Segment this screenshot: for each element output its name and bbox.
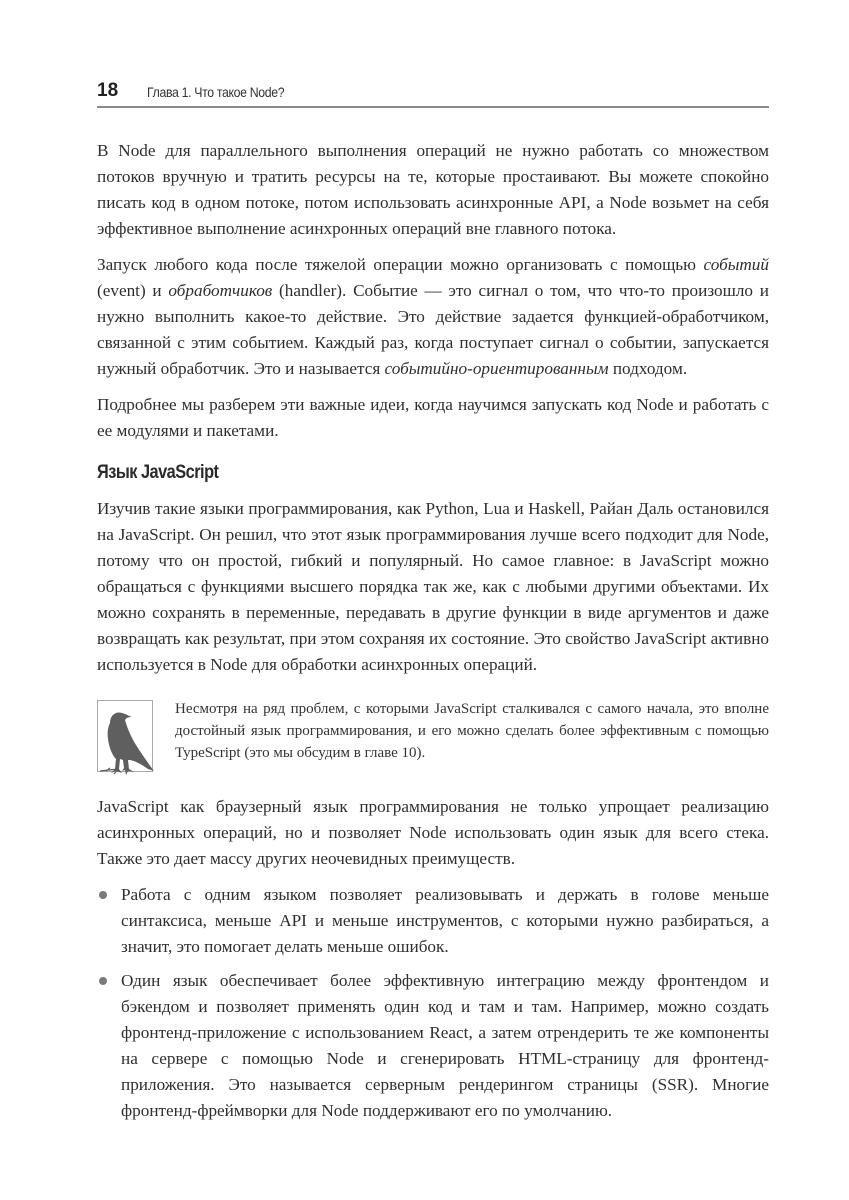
text-segment: Подробнее мы разберем эти важные идеи, когда научимся запускать код Node и работать с ее модулями и пакетами. bbox=[97, 395, 769, 440]
crow-icon bbox=[97, 700, 153, 772]
list-item bbox=[97, 882, 769, 960]
page-header bbox=[97, 74, 769, 108]
bullet-list bbox=[97, 882, 769, 1124]
bullet-icon bbox=[99, 977, 107, 985]
paragraph bbox=[97, 252, 769, 382]
page-body bbox=[97, 138, 769, 1132]
note-box bbox=[97, 698, 769, 772]
list-item bbox=[97, 968, 769, 1124]
note-text: Несмотря на ряд проблем, с которыми JavaScript сталкивался с самого начала, это вполне достойный язык программирования, и его можно сделать более эффективным с помощью TypeScript (это мы обсудим в главе 10). bbox=[175, 701, 769, 761]
list-item-text: Работа с одним языком позволяет реализовывать и держать в голове меньше синтаксиса, меньше API и меньше инструментов, с которыми нужно разбираться, а значит, это помогает делать меньше ошибок. bbox=[121, 885, 769, 956]
page-number: 18 bbox=[97, 80, 119, 101]
emphasized-term: событийно-ориентированным bbox=[384, 359, 609, 378]
text-segment: (handler). Событие — это сигнал о том, что что-то произошло и нужно выполнить какое-то действие. Это действие задается функцией-обработчиком, связанной с этим событием. Каждый раз, когда поступает сигнал о событии, запускается нужный обработчик. Это и называется bbox=[97, 281, 769, 378]
list-item-text: Один язык обеспечивает более эффективную интеграцию между фронтендом и бэкендом и позволяет применять один код и там и там. Например, можно создать фронтенд-приложение с использованием React, а затем отрендерить те же компоненты на сервере с помощью Node и сгенерировать HTML-страницу для фронтенд-приложения. Это называется серверным рендерингом страницы (SSR). Многие фронтенд-фреймворки для Node поддерживают его по умолчанию. bbox=[121, 971, 769, 1120]
paragraph bbox=[97, 138, 769, 242]
emphasized-term: событий bbox=[703, 255, 769, 274]
text-segment: (event) и bbox=[97, 281, 169, 300]
section-intro-paragraph: Изучив такие языки программирования, как Python, Lua и Haskell, Райан Даль остановился на JavaScript. Он решил, что этот язык программирования лучше всего подходит для Node, потому что он простой, гибкий и популярный. Но самое главное: в JavaScript можно обращаться с функциями высшего порядка так же, как с любыми другими объектами. Их можно сохранять в переменные, передавать в другие функции в виде аргументов и даже возвращать как результат, при этом сохраняя их состояние. Это свойство JavaScript активно используется в Node для обработки асинхронных операций. bbox=[97, 499, 769, 674]
text-segment: В Node для параллельного выполнения операций не нужно работать со множеством потоков вручную и тратить ресурсы на те, которые простаивают. Вы можете спокойно писать код в одном потоке, потом использовать асинхронные API, а Node возьмет на себя эффективное выполнение асинхронных операций вне главного потока. bbox=[97, 141, 769, 238]
text-segment: Запуск любого кода после тяжелой операции можно организовать с помощью bbox=[97, 255, 704, 274]
paragraph: JavaScript как браузерный язык программирования не только упрощает реализацию асинхронных операций, но и позволяет Node использовать один язык для всего стека. Также это дает массу других неочевидных преимуществ. bbox=[97, 797, 769, 868]
emphasized-term: обработчиков bbox=[168, 281, 273, 300]
running-title: Глава 1. Что такое Node? bbox=[147, 84, 285, 100]
paragraph bbox=[97, 392, 769, 444]
bullet-icon bbox=[99, 891, 107, 899]
text-segment: подходом. bbox=[608, 359, 688, 378]
section-heading: Язык JavaScript bbox=[97, 462, 219, 483]
